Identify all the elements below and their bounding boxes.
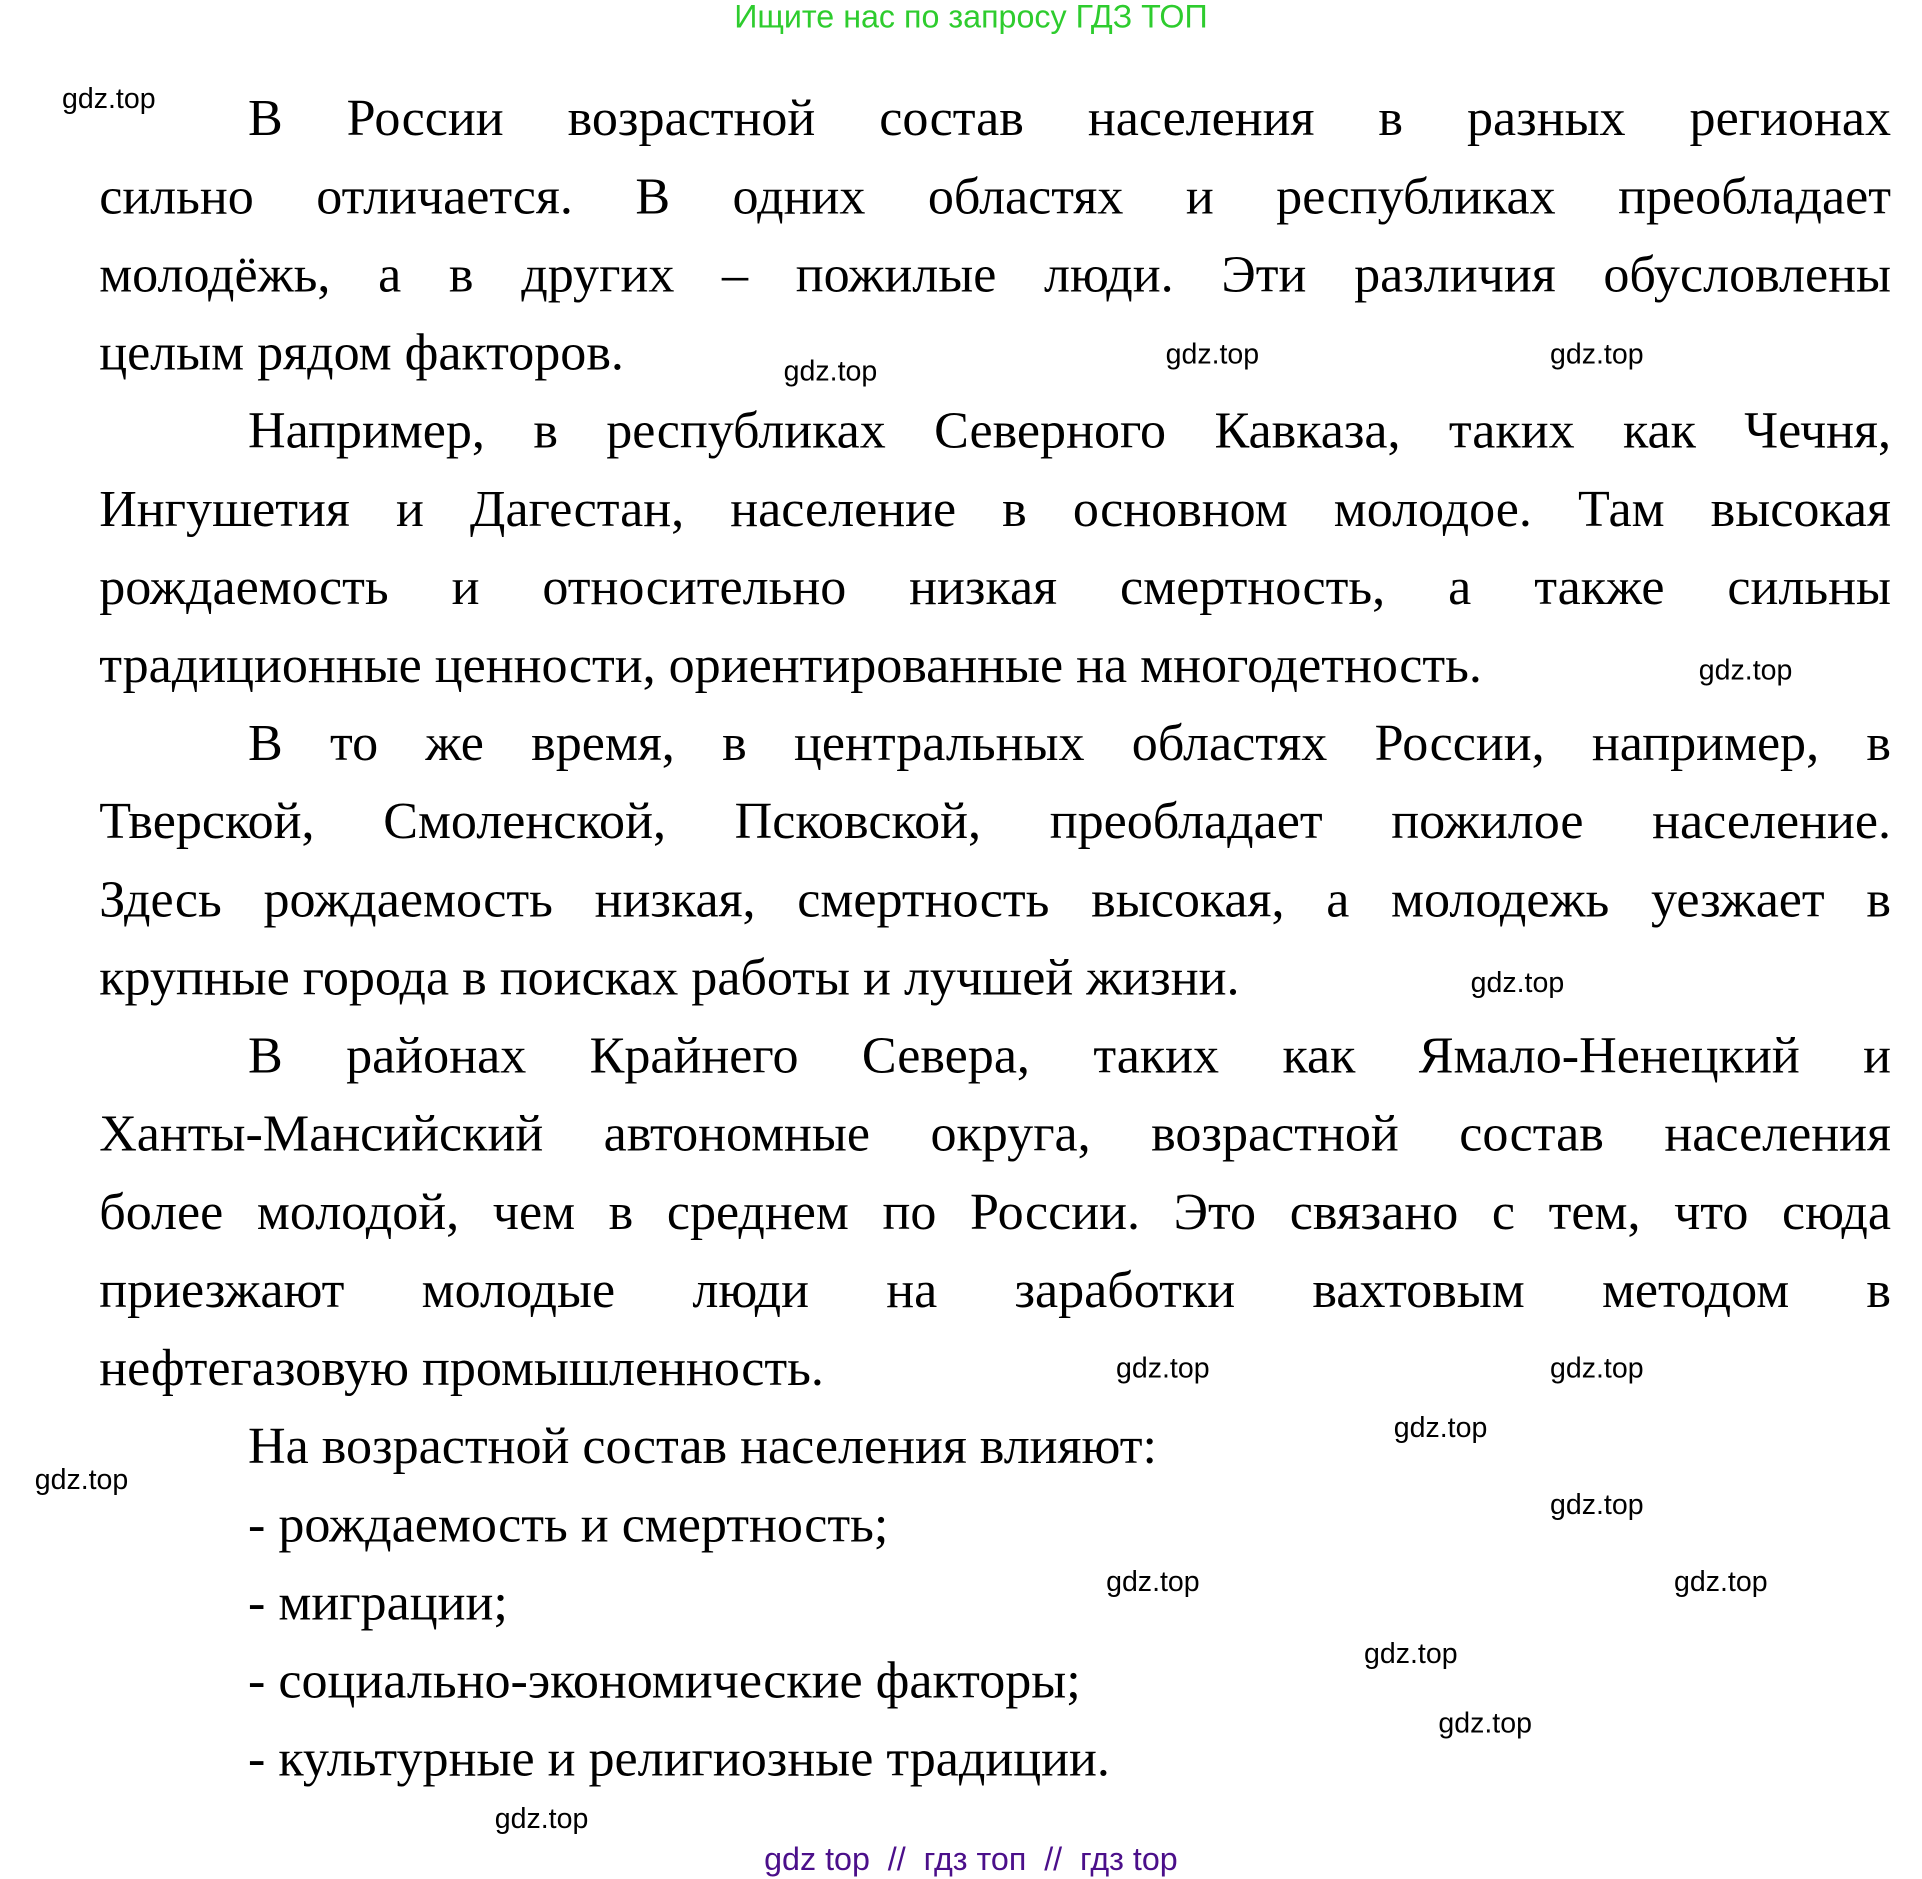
watermark: gdz.top — [1116, 1351, 1210, 1384]
text-line: В то же время, в центральных областях России, например, в — [248, 715, 1891, 773]
paragraph — [99, 393, 1891, 705]
watermark: gdz.top — [1674, 1564, 1768, 1598]
paragraph — [99, 1409, 1891, 1487]
text-line: приезжают молодые люди на заработки вахтовым методом в — [99, 1262, 1892, 1320]
watermark: gdz.top — [783, 354, 878, 387]
paragraph — [99, 706, 1891, 1018]
text-line: рождаемость и относительно низкая смертность, а также сильны — [99, 559, 1892, 617]
watermark: gdz.top — [1165, 337, 1260, 370]
watermark: gdz.top — [1393, 1411, 1488, 1444]
text-line: Здесь рождаемость низкая, смертность высокая, а молодежь уезжает в — [99, 871, 1892, 929]
text-line: В России возрастной состав населения в разных регионах — [248, 90, 1891, 148]
watermark: gdz.top — [1438, 1706, 1532, 1739]
text-line: Например, в республиках Северного Кавказа, таких как Чечня, — [248, 403, 1891, 461]
text-line: нефтегазовую промышленность. — [99, 1340, 824, 1398]
watermark: gdz.top — [1106, 1564, 1200, 1598]
text-line: более молодой, чем в среднем по России. Это связано с тем, что сюда — [99, 1184, 1892, 1242]
watermark: gdz.top — [1550, 1488, 1644, 1521]
watermark: gdz.top — [494, 1801, 589, 1834]
text-line: Ханты-Мансийский автономные округа, возрастной состав населения — [99, 1106, 1892, 1164]
text-line: В районах Крайнего Севера, таких как Ямало-Ненецкий и — [248, 1027, 1891, 1085]
list-item: - рождаемость и смертность; — [248, 1496, 889, 1554]
list-item: - социально-экономические факторы; — [248, 1652, 1081, 1710]
watermark: gdz.top — [1550, 1351, 1644, 1384]
watermark: gdz.top — [62, 81, 156, 115]
paragraph — [99, 1018, 1891, 1409]
watermark: gdz.top — [1698, 653, 1793, 686]
list-item: - культурные и религиозные традиции. — [248, 1731, 1110, 1789]
text-line: Тверской, Смоленской, Псковской, преобладает пожилое население. — [99, 793, 1892, 851]
search-hint-banner: Ищите нас по запросу ГДЗ ТОП — [734, 0, 1208, 35]
watermark: gdz.top — [1364, 1636, 1458, 1670]
text-line: Ингушетия и Дагестан, население в основном молодое. Там высокая — [99, 481, 1892, 539]
text-line: целым рядом факторов. — [99, 324, 624, 382]
text-line: молодёжь, а в других – пожилые люди. Эти различия обусловлены — [99, 246, 1892, 304]
watermark: gdz.top — [1550, 337, 1644, 370]
text-line: На возрастной состав населения влияют: — [248, 1418, 1157, 1476]
text-line: крупные города в поисках работы и лучшей жизни. — [99, 949, 1240, 1007]
list-item: - миграции; — [248, 1574, 508, 1632]
watermark: gdz.top — [34, 1463, 129, 1496]
text-line: сильно отличается. В одних областях и республиках преобладает — [99, 168, 1892, 226]
text-line: традиционные ценности, ориентированные на многодетность. — [99, 637, 1482, 695]
footer-links[interactable]: gdz top // гдз топ // гдз top — [764, 1840, 1178, 1878]
watermark: gdz.top — [1470, 965, 1565, 999]
